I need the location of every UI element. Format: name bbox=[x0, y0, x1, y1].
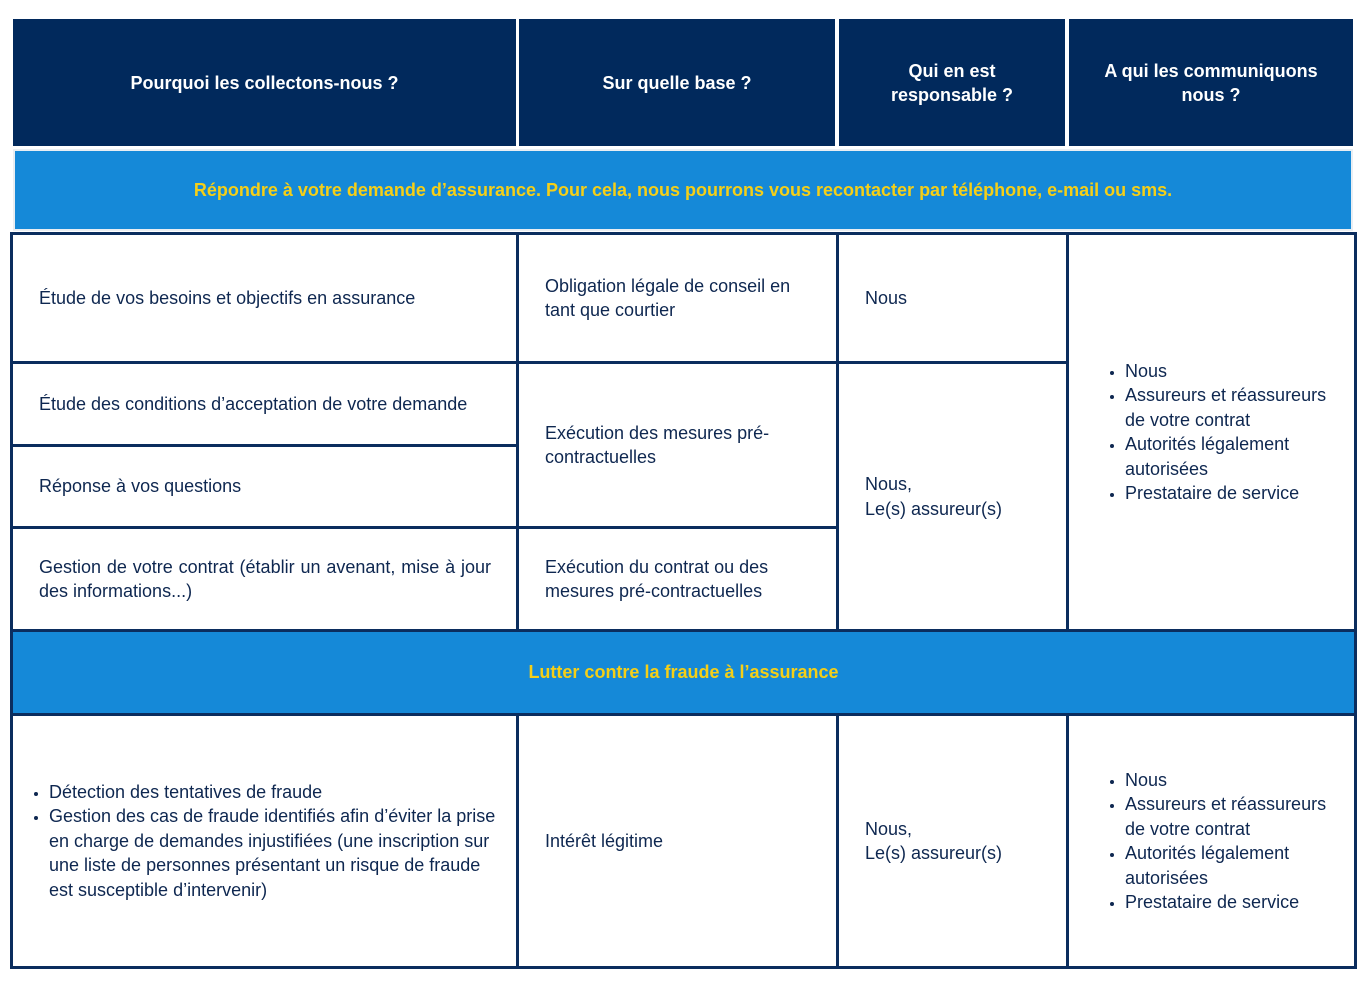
list-item: • Prestataire de service bbox=[1125, 481, 1334, 506]
header-basis bbox=[519, 19, 835, 146]
list-item: • Autorités légalement autorisées bbox=[1125, 432, 1334, 481]
fraud-recipients-cell bbox=[1066, 713, 1357, 969]
purpose-row-3 bbox=[10, 444, 519, 529]
fraud-responsible-cell bbox=[836, 713, 1069, 969]
header-purpose-label: Pourquoi les collectons-nous ? bbox=[130, 72, 399, 93]
responsible-line: Nous, bbox=[865, 474, 913, 494]
purpose-text: Réponse à vos questions bbox=[39, 476, 242, 497]
section2-title-band bbox=[10, 629, 1357, 716]
fraud-basis-cell bbox=[516, 713, 839, 969]
purpose-row-1 bbox=[10, 232, 519, 364]
responsible-text: Nous bbox=[865, 287, 908, 308]
section2-title: Lutter contre la fraude à l’assurance bbox=[528, 662, 839, 682]
responsible-line: Nous, bbox=[865, 818, 913, 839]
recipients-cell-1 bbox=[1066, 232, 1357, 632]
list-item: • Nous bbox=[1125, 359, 1334, 384]
list-item: • Nous bbox=[1125, 768, 1334, 793]
header-responsible-label: Qui en est responsable ? bbox=[890, 60, 1014, 105]
basis-row-2 bbox=[516, 361, 839, 529]
list-item: • Gestion des cas de fraude identifiés afin d’éviter la prise en charge de demandes injustifiées (une inscription sur une liste de personnes présentant un risque de fraude est susceptible d’intervenir) bbox=[49, 804, 496, 902]
responsible-text bbox=[865, 817, 1002, 866]
header-recipients-label: A qui les communiquons nous ? bbox=[1104, 60, 1318, 105]
basis-text: Obligation légale de conseil en tant que courtier bbox=[545, 275, 791, 320]
basis-row-3 bbox=[516, 526, 839, 632]
basis-text: Exécution du contrat ou des mesures pré-contractuelles bbox=[545, 556, 769, 601]
fraud-purpose-list bbox=[17, 780, 496, 903]
responsible-row-1 bbox=[836, 232, 1069, 364]
list-item: • Assureurs et réassureurs de votre contrat bbox=[1125, 383, 1334, 432]
purpose-text: Gestion de votre contrat (établir un avenant, mise à jour des informations...) bbox=[39, 556, 491, 601]
purpose-row-2 bbox=[10, 361, 519, 447]
list-item: • Prestataire de service bbox=[1125, 890, 1334, 915]
responsible-text bbox=[865, 472, 1002, 521]
responsible-row-2 bbox=[836, 361, 1069, 632]
basis-text: Intérêt légitime bbox=[545, 830, 664, 851]
header-basis-label: Sur quelle base ? bbox=[602, 72, 752, 93]
section1-title-band bbox=[13, 149, 1353, 231]
header-purpose bbox=[13, 19, 516, 146]
recipients-list bbox=[1093, 359, 1334, 506]
responsible-line: Le(s) assureur(s) bbox=[865, 843, 1003, 863]
purpose-text: Étude de vos besoins et objectifs en assurance bbox=[39, 287, 416, 308]
list-item: • Détection des tentatives de fraude bbox=[49, 780, 496, 805]
list-item: • Autorités légalement autorisées bbox=[1125, 841, 1334, 890]
recipients-list bbox=[1093, 768, 1334, 915]
purpose-text: Étude des conditions d’acceptation de votre demande bbox=[39, 393, 468, 414]
list-item: • Assureurs et réassureurs de votre contrat bbox=[1125, 792, 1334, 841]
basis-row-1 bbox=[516, 232, 839, 364]
fraud-purpose-cell bbox=[10, 713, 519, 969]
basis-text: Exécution des mesures pré-contractuelles bbox=[545, 422, 770, 467]
header-recipients bbox=[1069, 19, 1353, 146]
purpose-row-4 bbox=[10, 526, 519, 632]
section1-title: Répondre à votre demande d’assurance. Pour cela, nous pourrons vous recontacter par téléphone, e-mail ou sms. bbox=[193, 179, 1173, 200]
responsible-line: Le(s) assureur(s) bbox=[865, 498, 1003, 519]
header-responsible bbox=[839, 19, 1065, 146]
